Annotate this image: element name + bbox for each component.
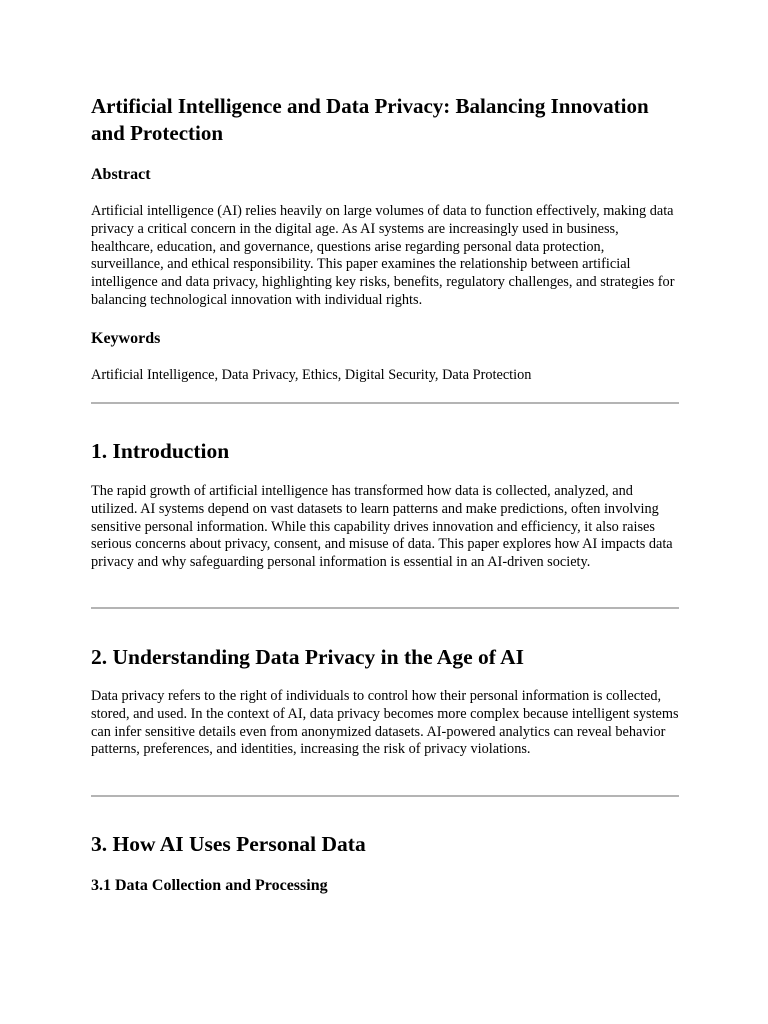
subsection-heading-data-collection: 3.1 Data Collection and Processing [91, 877, 328, 894]
abstract-text: Artificial intelligence (AI) relies heavily on large volumes of data to function effectively, making data privacy a critical concern in the digital age. As AI systems are increasingly used in business, healthcare, education, and governance, questions arise regarding personal data protection, surveillance, and ethical responsibility. This paper examines the relationship between artificial intelligence and data privacy, highlighting key risks, benefits, regulatory challenges, and strategies for balancing technological innovation with individual rights. [91, 203, 675, 308]
abstract-heading: Abstract [91, 166, 151, 183]
section-divider [91, 795, 679, 797]
keywords-text: Artificial Intelligence, Data Privacy, Ethics, Digital Security, Data Protection [91, 367, 532, 383]
understanding-privacy-text: Data privacy refers to the right of individuals to control how their personal information is collected, stored, and used. In the context of AI, data privacy becomes more complex because intelligent systems can infer sensitive details even from anonymized datasets. AI-powered analytics can reveal behavior patterns, preferences, and identities, increasing the risk of privacy violations. [91, 688, 679, 758]
section-heading-ai-uses-data: 3. How AI Uses Personal Data [91, 832, 366, 856]
document-title: Artificial Intelligence and Data Privacy: Balancing Innovation and Protection [91, 94, 649, 145]
section-heading-introduction: 1. Introduction [91, 439, 230, 463]
section-divider [91, 402, 679, 404]
introduction-text: The rapid growth of artificial intelligence has transformed how data is collected, analyzed, and utilized. AI systems depend on vast datasets to learn patterns and make predictions, often involving sensitive personal information. While this capability drives innovation and efficiency, it also raises serious concerns about privacy, consent, and misuse of data. This paper explores how AI impacts data privacy and why safeguarding personal information is essential in an AI-driven society. [91, 483, 673, 571]
section-divider [91, 607, 679, 609]
keywords-heading: Keywords [91, 330, 161, 347]
section-heading-understanding-privacy: 2. Understanding Data Privacy in the Age of AI [91, 645, 524, 669]
